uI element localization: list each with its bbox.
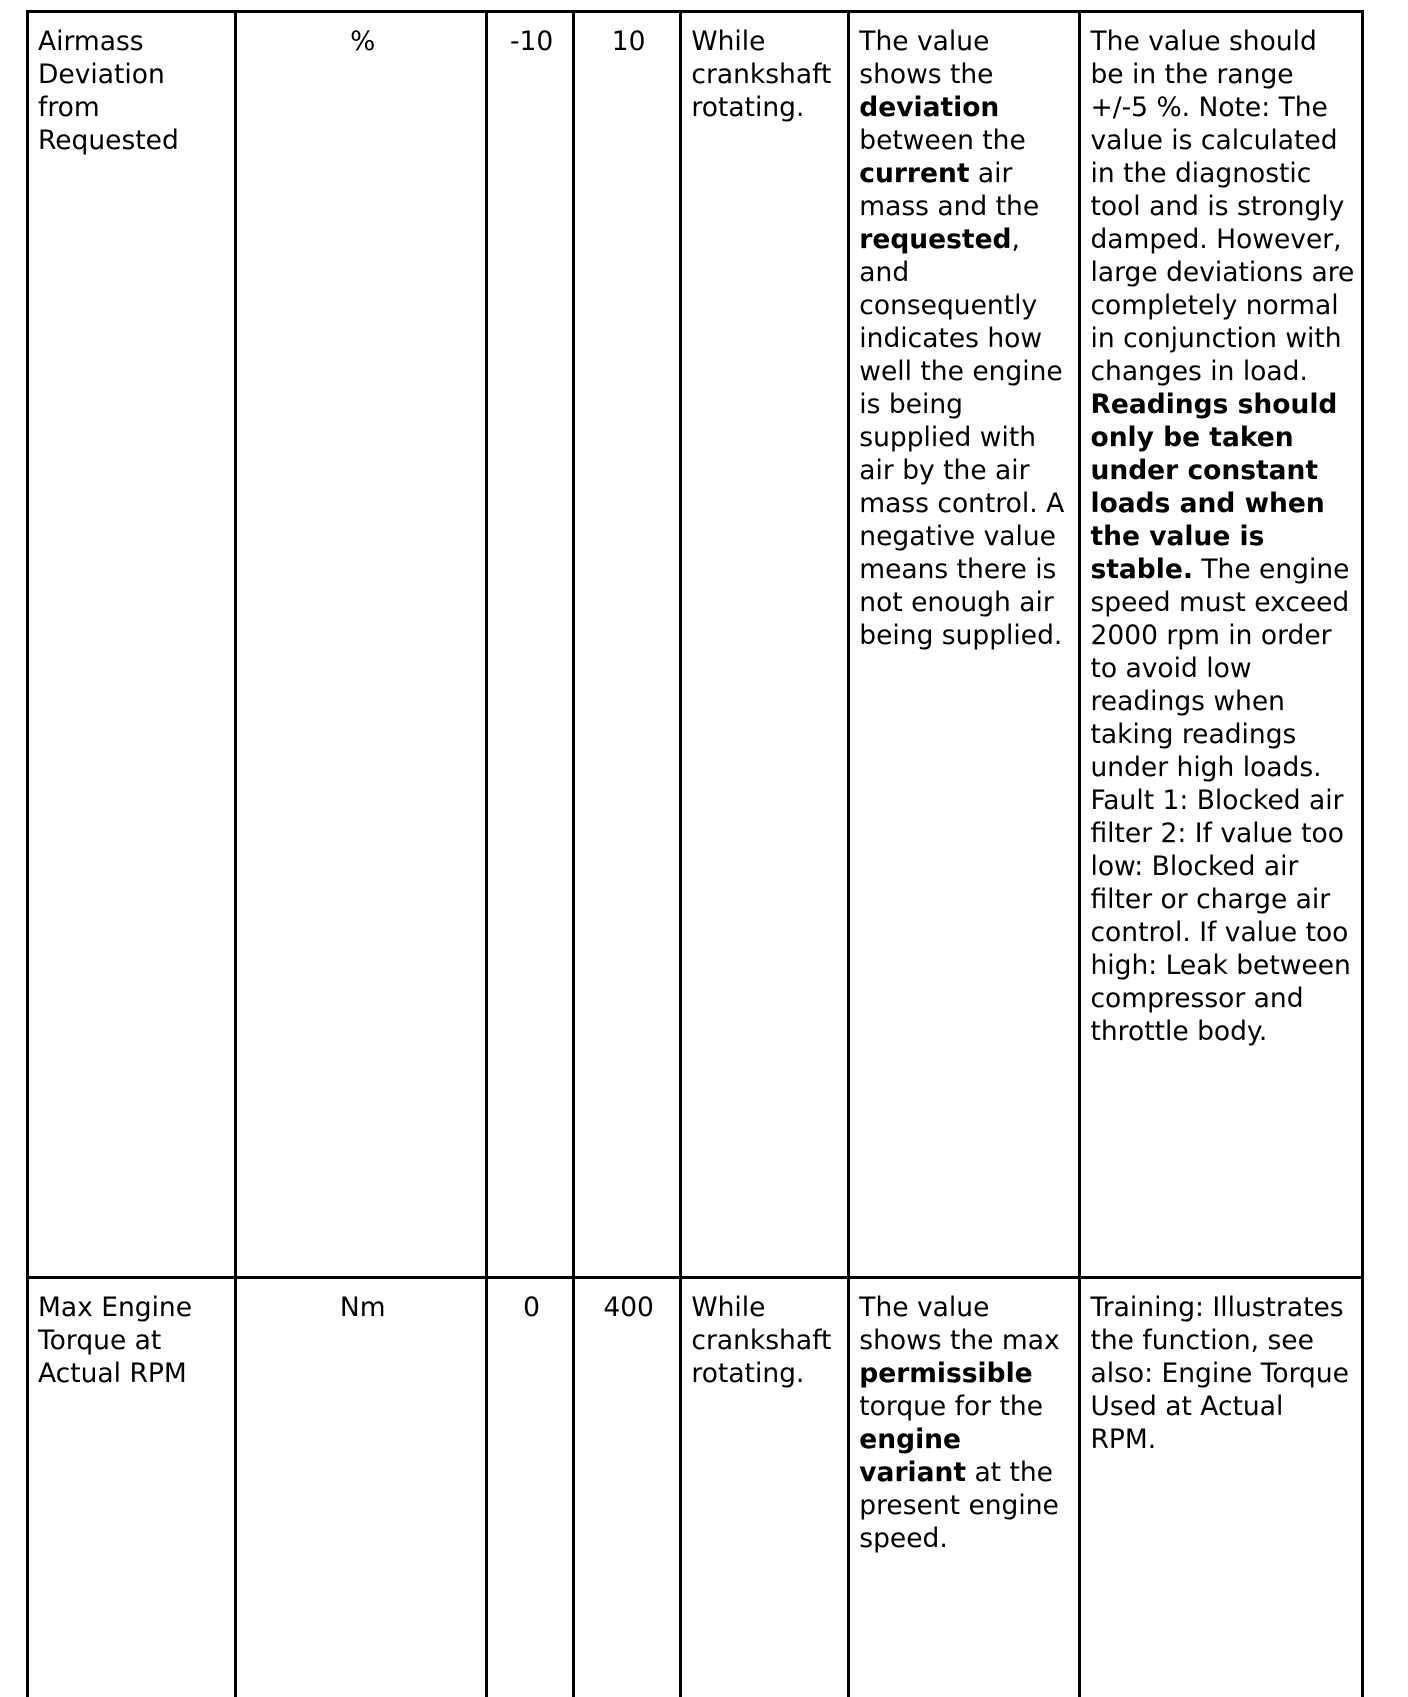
max-value-cell: 10: [573, 12, 681, 1278]
description-cell: The value shows the deviation between the current air mass and the requested, and consequently indicates how well the engine is being supplied with air by the air mass control. A negative value means there is not enough air being supplied.: [849, 12, 1080, 1278]
condition-cell: While crankshaft rotating.: [681, 1278, 849, 1697]
condition-cell: While crankshaft rotating.: [681, 12, 849, 1278]
parameter-name-cell: Max Engine Torque at Actual RPM: [28, 1278, 236, 1697]
table-row: [28, 1278, 1363, 1697]
parameter-name-cell: Airmass Deviation from Requested: [28, 12, 236, 1278]
description-cell: The value shows the max permissible torque for the engine variant at the present engine speed.: [849, 1278, 1080, 1697]
parameter-table: [26, 10, 1364, 1697]
max-value-cell: 400: [573, 1278, 681, 1697]
min-value-cell: -10: [487, 12, 573, 1278]
notes-cell: Training: Illustrates the function, see also: Engine Torque Used at Actual RPM.: [1080, 1278, 1363, 1697]
unit-cell: %: [236, 12, 487, 1278]
min-value-cell: 0: [487, 1278, 573, 1697]
table-row: [28, 12, 1363, 1278]
unit-cell: Nm: [236, 1278, 487, 1697]
notes-cell: The value should be in the range +/-5 %. Note: The value is calculated in the diagnostic tool and is strongly damped. However, large deviations are completely normal in conjunction with changes in load. Readings should only be taken under constant loads and when the value is stable. The engine speed must exceed 2000 rpm in order to avoid low readings when taking readings under high loads. Fault 1: Blocked air filter 2: If value too low: Blocked air filter or charge air control. If value too high: Leak between compressor and throttle body.: [1080, 12, 1363, 1278]
